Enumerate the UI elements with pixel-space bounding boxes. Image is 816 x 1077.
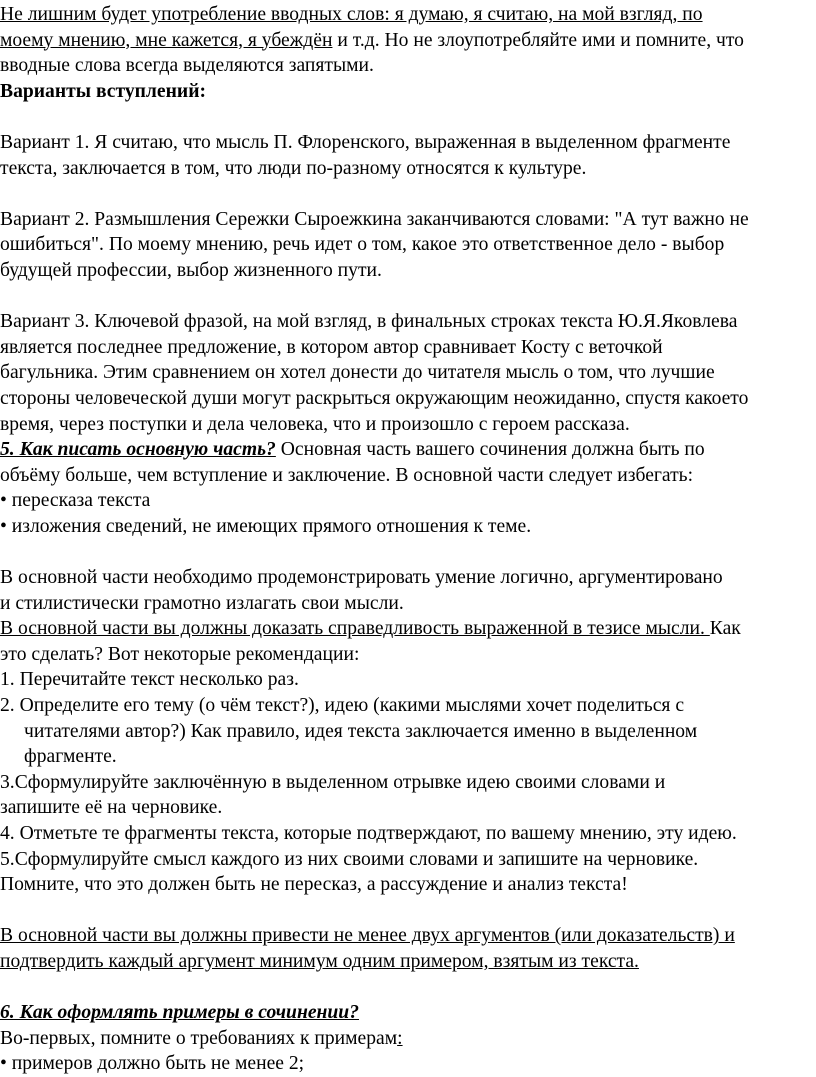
section-5-line: объёму больше, чем вступление и заключение. В основной части следует избегать:	[0, 464, 694, 486]
main-part-line: это сделать? Вот некоторые рекомендации:	[0, 643, 360, 665]
text: Основная часть вашего сочинения должна быть по	[275, 439, 705, 461]
blank-line	[0, 539, 814, 565]
blank-line	[0, 104, 814, 130]
blank-line	[0, 181, 814, 207]
variant-2-line: Вариант 2. Размышления Сережки Сыроежкина заканчиваются словами: "А тут важно не	[0, 208, 749, 230]
paragraph-line	[0, 2, 814, 28]
recommendation-item: 5.Сформулируйте смысл каждого из них своими словами и запишите на черновике.	[0, 848, 699, 870]
variant-2-line: будущей профессии, выбор жизненного пути.	[0, 259, 382, 281]
underlined-text: моему мнению, мне кажется, я убеждён	[0, 29, 333, 51]
paragraph-line	[0, 28, 814, 54]
text: Во-первых, помните о требованиях к примерам	[0, 1027, 398, 1049]
main-part-line: Помните, что это должен быть не пересказ, а рассуждение и анализ текста!	[0, 874, 628, 896]
bullet-item: • изложения сведений, не имеющих прямого отношения к теме.	[0, 515, 532, 537]
arguments-note-line: В основной части вы должны привести не менее двух аргументов (или доказательств) и	[0, 925, 735, 947]
main-part-line	[0, 616, 814, 642]
main-part-line: В основной части необходимо продемонстрировать умение логично, аргументировано	[0, 567, 723, 589]
blank-line	[0, 975, 814, 1001]
variant-3-line: Вариант 3. Ключевой фразой, на мой взгляд, в финальных строках текста Ю.Я.Яковлева	[0, 311, 738, 333]
underlined-text: Не лишним будет употребление вводных слов: я думаю, я считаю, на мой взгляд, по	[0, 4, 703, 25]
variant-2-line: ошибиться". По моему мнению, речь идет о том, какое это ответственное дело - выбор	[0, 234, 725, 256]
section-heading-intro-variants: Варианты вступлений:	[0, 80, 207, 102]
variant-1-line: Вариант 1. Я считаю, что мысль П. Флоренского, выраженная в выделенном фрагменте	[0, 131, 731, 153]
underlined-text: В основной части вы должны доказать справедливость выраженной в тезисе мысли.	[0, 618, 710, 640]
text: вводные слова всегда выделяются запятыми.	[0, 55, 374, 77]
bullet-item: • примеров должно быть не менее 2;	[0, 1053, 305, 1075]
recommendation-item: 2. Определите его тему (о чём текст?), идею (какими мыслями хочет поделиться с	[0, 695, 685, 717]
variant-3-line: является последнее предложение, в котором автор сравнивает Косту с веточкой	[0, 336, 663, 358]
bullet-item: • пересказа текста	[0, 490, 151, 512]
recommendation-item-continued: фрагменте.	[24, 746, 117, 768]
recommendation-item-continued: читателями автор?) Как правило, идея текста заключается именно в выделенном	[24, 720, 698, 742]
variant-3-line: багульника. Этим сравнением он хотел донести до читателя мысль о том, что лучшие	[0, 362, 715, 384]
recommendation-item: 4. Отметьте те фрагменты текста, которые подтверждают, по вашему мнению, эту идею.	[0, 823, 737, 844]
blank-line	[0, 284, 814, 310]
recommendation-item: 3.Сформулируйте заключённую в выделенном отрывке идею своими словами и	[0, 771, 666, 793]
main-part-line: и стилистически грамотно излагать свои мысли.	[0, 592, 404, 614]
section-heading-examples: 6. Как оформлять примеры в сочинении?	[0, 1002, 359, 1024]
underlined-colon: :	[397, 1027, 403, 1049]
recommendation-item: 1. Перечитайте текст несколько раз.	[0, 669, 299, 691]
section-5-line	[0, 437, 814, 463]
section-6-line	[0, 1026, 814, 1052]
variant-1-line: текста, заключается в том, что люди по-разному относятся к культуре.	[0, 157, 587, 179]
section-heading-main-part: 5. Как писать основную часть?	[0, 439, 276, 461]
arguments-note-line: подтвердить каждый аргумент минимум одним примером, взятым из текста.	[0, 950, 639, 972]
blank-line	[0, 898, 814, 924]
recommendation-item-continued: запишите её на черновике.	[0, 797, 223, 819]
variant-3-line: стороны человеческой души могут раскрыться окружающим неожиданно, спустя какоето	[0, 387, 749, 409]
variant-3-line: время, через поступки и дела человека, что и произошло с героем рассказа.	[0, 413, 630, 435]
text: и т.д. Но не злоупотребляйте ими и помните, что	[332, 29, 744, 51]
paragraph-line	[0, 53, 814, 79]
text: Как	[709, 618, 741, 640]
